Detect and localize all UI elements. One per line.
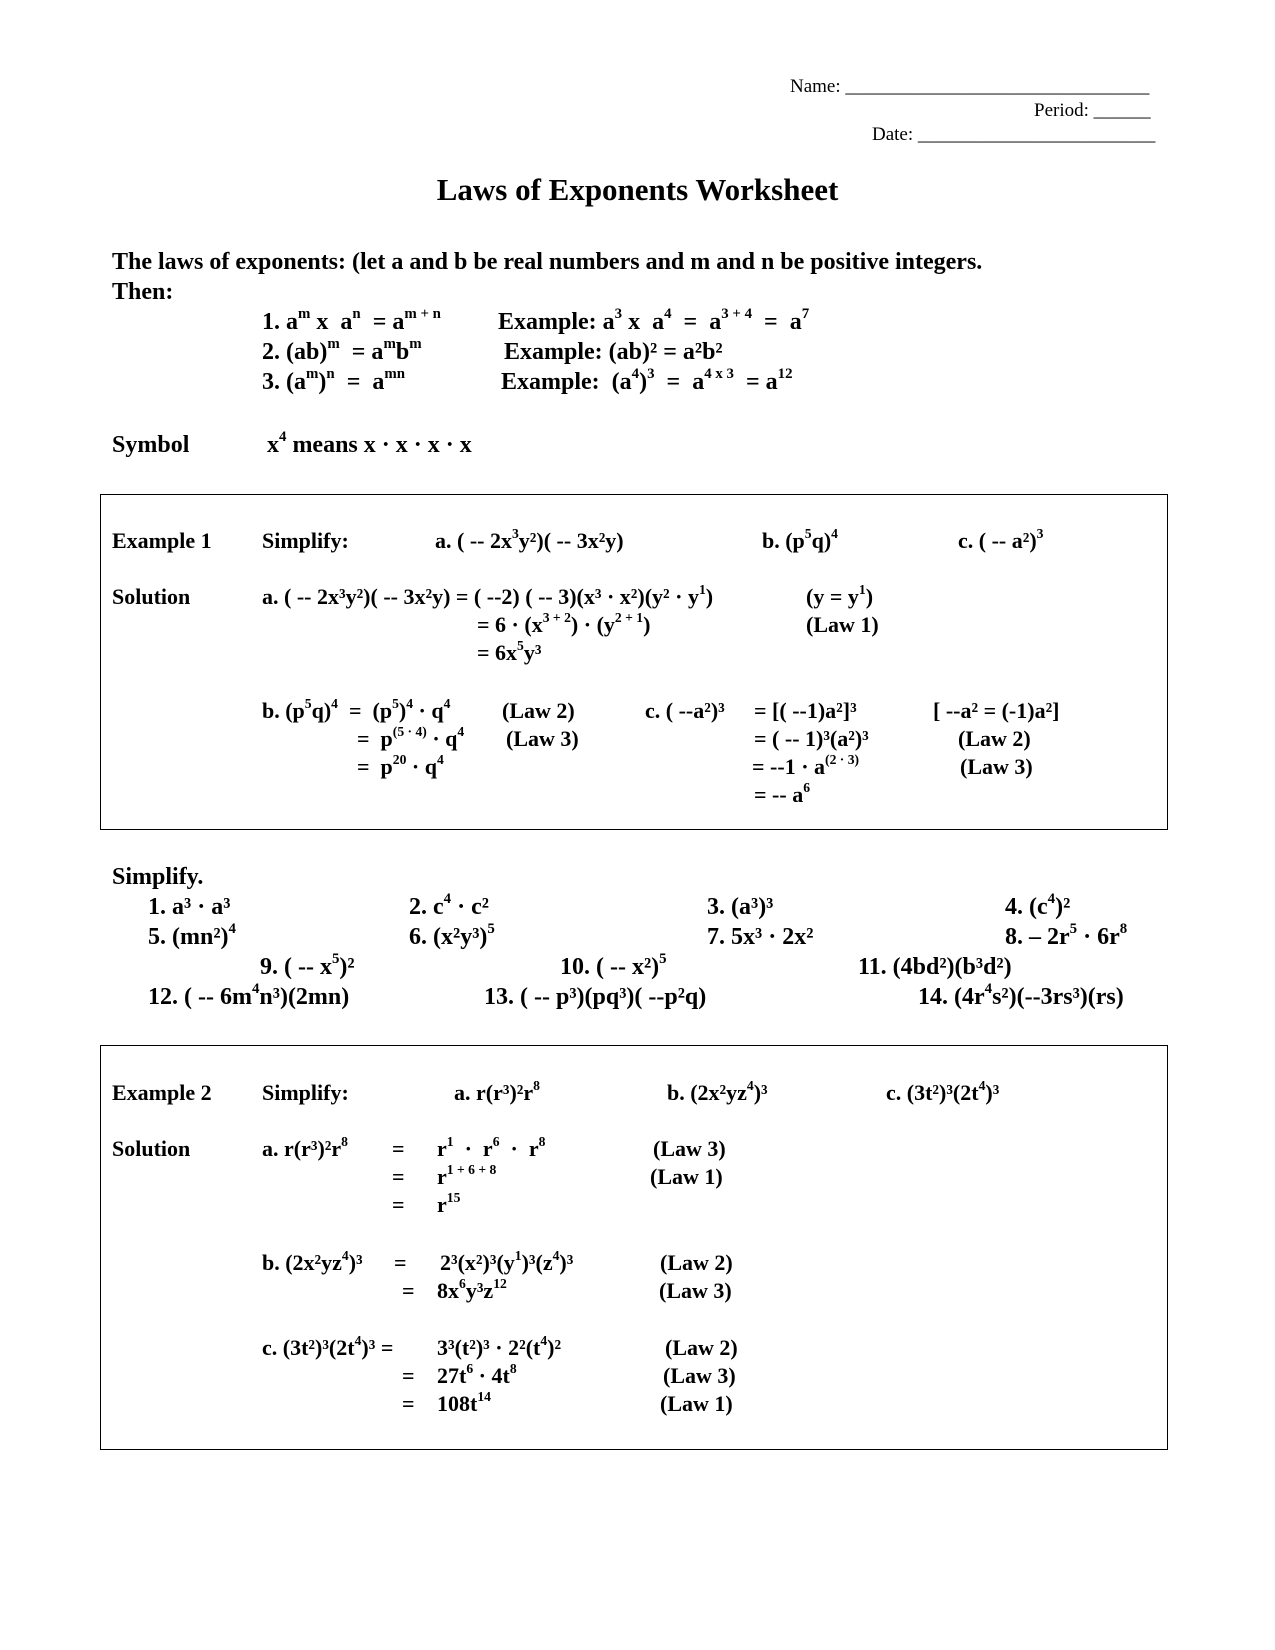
- ex2-solution-a-eq-2: =: [392, 1164, 405, 1189]
- ex2-solution-b-step-1: $2^3(x^2)^3(y^1)^3(z^4)^3$: [440, 1247, 574, 1275]
- law-1: 1. $a^m$ x $a^n = a^{m + n}$: [262, 305, 441, 335]
- example-2-problem-b: b. $(2x^2yz^4)^3$: [667, 1077, 768, 1105]
- problem-8: 8. – $2r^5 \cdot 6r^8$: [1005, 920, 1128, 950]
- problem-3: 3. (a³)³: [707, 894, 774, 920]
- ex2-solution-c-step-1: $3^3(t^2)^3 \cdot 2^2(t^4)^2$: [437, 1332, 562, 1360]
- problem-13: 13. ( -- p³)(pq³)( --p²q): [484, 984, 707, 1010]
- example-2-problem-a: a. $r(r^3)^2r^8$: [454, 1077, 540, 1105]
- law-2-example: Example: (ab)² = a²b²: [504, 339, 723, 365]
- ex2-solution-a-step-3: $r^{15}$: [437, 1189, 461, 1217]
- problem-5: 5. $(mn^2)^4$: [148, 920, 236, 950]
- example-2-box: [100, 1045, 1168, 1450]
- example-2-solution-label: Solution: [112, 1136, 191, 1161]
- example-1-problem-a: a. ( -- $2x^3y^2)( -- 3x^2y)$: [435, 525, 624, 553]
- example-1-problem-b: b. $(p^5q)^4$: [762, 525, 838, 553]
- problem-7: 7. 5x³ · 2x²: [707, 924, 814, 950]
- intro-line-2: Then:: [112, 279, 174, 305]
- solution-b-note-1: (Law 2): [502, 698, 575, 723]
- period-field[interactable]: [1034, 100, 1151, 122]
- ex2-solution-a-lhs: a. $r(r^3)^2r^8$: [262, 1133, 348, 1161]
- solution-c-step-2-eq: = ( -- 1)³(a²)³: [754, 726, 869, 751]
- ex2-solution-c-step-3: $108t^{14}$: [437, 1388, 491, 1416]
- ex2-solution-c-note-3: (Law 1): [660, 1391, 733, 1416]
- name-field[interactable]: [790, 76, 1149, 98]
- solution-a-note-1: $(y = y^1)$: [806, 581, 874, 609]
- period-line: ______: [1093, 100, 1151, 121]
- problem-10: 10. ( -- x²)$^5$: [560, 950, 667, 980]
- solution-c-note-1: [ --a² = (-1)a²]: [933, 698, 1060, 723]
- page-title: Laws of Exponents Worksheet: [436, 172, 839, 207]
- law-2: 2. $(ab)^m = a^mb^m$: [262, 335, 422, 365]
- solution-a-step-3: = $6x^5y^3$: [477, 637, 542, 665]
- ex2-solution-b-note-2: (Law 3): [659, 1278, 732, 1303]
- intro-line-1: The laws of exponents: (let a and b be real numbers and m and n be positive integers.: [112, 249, 983, 275]
- ex2-solution-c-eq-2: =: [402, 1363, 415, 1388]
- ex2-solution-a-step-2: $r^{1 + 6 + 8}$: [437, 1161, 497, 1189]
- solution-b-note-2: (Law 3): [506, 726, 579, 751]
- solution-b-step-1: b. $(p^5q)^4 = (p^5)^4 \cdot q^4$: [262, 695, 451, 723]
- solution-b-step-2: = $p^{(5 \cdot 4)} \cdot q^4$: [357, 723, 465, 751]
- problem-9: 9. ( -- $x^5)^2$: [260, 950, 355, 980]
- symbol-label: Symbol: [112, 432, 190, 458]
- ex2-solution-b-eq-1: =: [394, 1250, 407, 1275]
- name-label: Name:: [790, 76, 841, 97]
- solution-c-step-4-eq: = -- $a^6$: [754, 779, 811, 807]
- solution-c-note-3: (Law 3): [960, 754, 1033, 779]
- ex2-solution-b-note-1: (Law 2): [660, 1250, 733, 1275]
- law-1-example: Example: $a^3$ x $a^4 = a^{3 + 4} = a^7$: [498, 305, 810, 335]
- name-line: ________________________________: [845, 76, 1150, 97]
- solution-a-step-1: a. ( -- 2x³y²)( -- 3x²y) = ( --2) ( -- $3)(x^3 \cdot x^2)(y^2 \cdot y^1)$: [262, 581, 714, 609]
- solution-a-step-2: = $6 \cdot (x^{3 + 2}) \cdot (y^{2 + 1})$: [477, 609, 651, 637]
- example-1-simplify: Simplify:: [262, 528, 349, 553]
- ex2-solution-a-note-1: (Law 3): [653, 1136, 726, 1161]
- ex2-solution-c-eq-3: =: [402, 1391, 415, 1416]
- solution-a-note-2: (Law 1): [806, 612, 879, 637]
- ex2-solution-c-lhs: c. $(3t^2)^3(2t^4)^3$ =: [262, 1332, 394, 1360]
- ex2-solution-a-eq-3: =: [392, 1192, 405, 1217]
- law-3-example: Example: $(a^4)^3 = a^{4 x 3} = a^{12}$: [501, 365, 793, 395]
- solution-b-step-3: = $p^{20} \cdot q^4$: [357, 751, 444, 779]
- problem-11: 11. (4bd²)(b³d²): [858, 954, 1012, 980]
- period-label: Period:: [1034, 100, 1089, 121]
- ex2-solution-b-eq-2: =: [402, 1278, 415, 1303]
- problem-12: 12. ( -- $6m^4n^3)(2mn)$: [148, 980, 350, 1010]
- problem-14: 14. $(4r^4s^2)(--3rs^3)(rs)$: [918, 980, 1124, 1010]
- problem-6: 6. $(x^2y^3)^5$: [409, 920, 495, 950]
- solution-c-step-3-eq: = $--1 \cdot a^{(2 \cdot 3)}$: [752, 751, 860, 779]
- solution-c-note-2: (Law 2): [958, 726, 1031, 751]
- symbol-definition: $x^4$ means x · x · x · x: [267, 428, 472, 458]
- ex2-solution-c-note-1: (Law 2): [665, 1335, 738, 1360]
- ex2-solution-a-note-2: (Law 1): [650, 1164, 723, 1189]
- ex2-solution-a-eq-1: =: [392, 1136, 405, 1161]
- problem-4: 4. $(c^4)^2$: [1005, 890, 1071, 920]
- ex2-solution-c-note-2: (Law 3): [663, 1363, 736, 1388]
- problem-1: 1. a³ · a³: [148, 894, 231, 920]
- solution-c-step-1-eq: = [( --1)a²]³: [754, 698, 857, 723]
- ex2-solution-c-step-2: $27t^6 \cdot 4t^8$: [437, 1360, 517, 1388]
- date-line: _________________________: [917, 124, 1156, 145]
- example-1-label: Example 1: [112, 528, 212, 553]
- ex2-solution-b-step-2: $8x^6y^3z^{12}$: [437, 1275, 507, 1303]
- ex2-solution-a-step-1: $r^1 \cdot r^6 \cdot r^8$: [437, 1133, 546, 1161]
- date-label: Date:: [872, 124, 914, 145]
- example-1-problem-c: c. ( -- a²)$^3$: [958, 525, 1044, 553]
- example-2-label: Example 2: [112, 1080, 212, 1105]
- example-2-simplify: Simplify:: [262, 1080, 349, 1105]
- date-field[interactable]: [872, 124, 1155, 146]
- solution-c-step-1: c. ( --a²)³: [645, 698, 725, 723]
- ex2-solution-b-lhs: b. $(2x^2yz^4)^3$: [262, 1247, 363, 1275]
- practice-heading: Simplify.: [112, 864, 204, 890]
- law-3: 3. $(a^m)^n = a^{mn}$: [262, 365, 406, 395]
- example-1-solution-label: Solution: [112, 584, 191, 609]
- problem-2: 2. $c^4 \cdot c^2$: [409, 890, 489, 920]
- example-2-problem-c: c. $(3t^2)^3(2t^4)^3$: [886, 1077, 1000, 1105]
